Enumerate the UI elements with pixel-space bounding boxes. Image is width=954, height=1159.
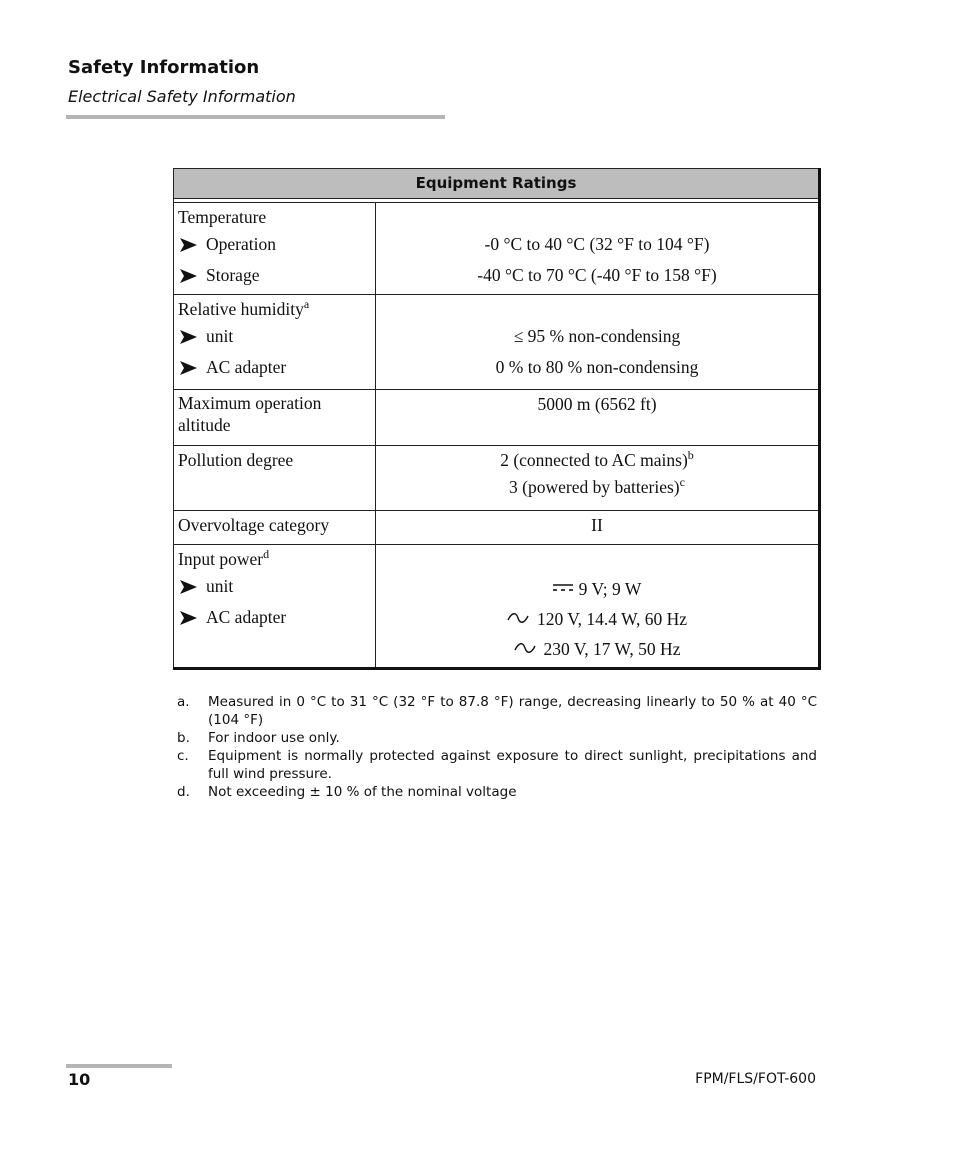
section-subtitle: Electrical Safety Information: [68, 87, 296, 106]
table-title: Equipment Ratings: [174, 169, 820, 199]
table-row: [174, 390, 820, 446]
value-text: 0 % to 80 % non-condensing: [495, 356, 699, 377]
table-row: [174, 511, 820, 545]
value-text: ≤ 95 % non-condensing: [513, 326, 681, 346]
table-header-row: [174, 169, 820, 199]
row-label: Maximum operation altitude: [178, 393, 322, 435]
bullet-label: AC adapter: [206, 606, 287, 627]
arrow-bullet-icon: [178, 321, 206, 352]
arrow-bullet-icon: [178, 352, 206, 383]
value-text: 2 (connected to AC mains)$^b$: [500, 448, 694, 470]
value-text: 5000 m (6562 ft): [537, 394, 657, 414]
footnote-key: b.: [177, 730, 190, 746]
ac-symbol-icon: [514, 632, 536, 663]
table-cell-label: [174, 545, 376, 669]
bullet-item: [178, 602, 371, 633]
footnote: [177, 693, 817, 729]
table-cell-label: [174, 390, 376, 446]
ac-symbol-icon: [507, 602, 529, 633]
bullet-item: [178, 352, 371, 383]
bullet-label: unit: [206, 326, 234, 346]
bullet-item: [178, 260, 371, 291]
arrow-bullet-icon: [178, 260, 206, 291]
row-label: Temperature: [178, 207, 267, 227]
value-text: 120 V, 14.4 W, 60 Hz: [380, 602, 814, 633]
value-text: 9 V; 9 W: [380, 571, 814, 602]
footnote-text: Equipment is normally protected against exposure to direct sunlight, precipitations and full wind pressure.: [208, 748, 817, 782]
dc-symbol-icon: [553, 571, 573, 579]
footnote: [177, 783, 817, 801]
table-row: [174, 295, 820, 390]
page-number: 10: [68, 1070, 91, 1089]
table-row: [174, 203, 820, 295]
bullet-label: Operation: [206, 234, 276, 254]
row-label: Overvoltage category: [178, 515, 330, 535]
arrow-bullet-icon: [178, 602, 206, 633]
table-cell-label: [174, 511, 376, 545]
row-label: Relative humidity$^a$: [178, 297, 310, 319]
value-text: 230 V, 17 W, 50 Hz: [380, 632, 814, 663]
section-title: Safety Information: [68, 57, 260, 78]
bullet-label: AC adapter: [206, 356, 287, 377]
footnote-ref: d: [263, 547, 270, 561]
bullet-label: unit: [206, 576, 234, 596]
table-cell-value: [376, 511, 820, 545]
footnote-key: c.: [177, 748, 189, 764]
table-cell-label: [174, 295, 376, 390]
row-label: Input power$^d$: [178, 547, 270, 569]
bullet-item: [178, 229, 371, 260]
header-rule: [66, 115, 445, 119]
footnote: [177, 729, 817, 747]
product-name: FPM/FLS/FOT-600: [695, 1071, 816, 1087]
row-label: Pollution degree: [178, 450, 294, 470]
footnote-text: Not exceeding ± 10 % of the nominal voltage: [208, 784, 517, 800]
table-row: [174, 446, 820, 511]
table-row: [174, 545, 820, 669]
footnote-text: For indoor use only.: [208, 730, 340, 746]
footer-rule: [66, 1064, 172, 1068]
value-text: II: [591, 515, 603, 535]
table-cell-label: [174, 446, 376, 511]
footnote: [177, 747, 817, 783]
arrow-bullet-icon: [178, 229, 206, 260]
table-cell-label: [174, 203, 376, 295]
bullet-item: [178, 321, 371, 352]
footnote-ref: b: [687, 448, 694, 462]
equipment-ratings-table: [173, 168, 821, 670]
table-cell-value: [376, 295, 820, 390]
footnote-key: a.: [177, 694, 190, 710]
bullet-label: Storage: [206, 264, 260, 285]
bullet-item: [178, 571, 371, 602]
value-text: -40 °C to 70 °C (-40 °F to 158 °F): [477, 264, 717, 285]
table-cell-value: [376, 545, 820, 669]
footnote-key: d.: [177, 784, 190, 800]
footnotes: [177, 693, 817, 801]
footnote-ref: c: [679, 475, 685, 489]
table-cell-value: [376, 203, 820, 295]
value-text: 3 (powered by batteries)$^c$: [509, 475, 685, 497]
table-cell-value: [376, 390, 820, 446]
footnote-text: Measured in 0 °C to 31 °C (32 °F to 87.8 °F) range, decreasing linearly to 50 % at 40 °C (104 °F): [208, 694, 817, 728]
value-text: -0 °C to 40 °C (32 °F to 104 °F): [484, 234, 710, 254]
table-cell-value: [376, 446, 820, 511]
arrow-bullet-icon: [178, 571, 206, 602]
footnote-ref: a: [303, 297, 310, 311]
